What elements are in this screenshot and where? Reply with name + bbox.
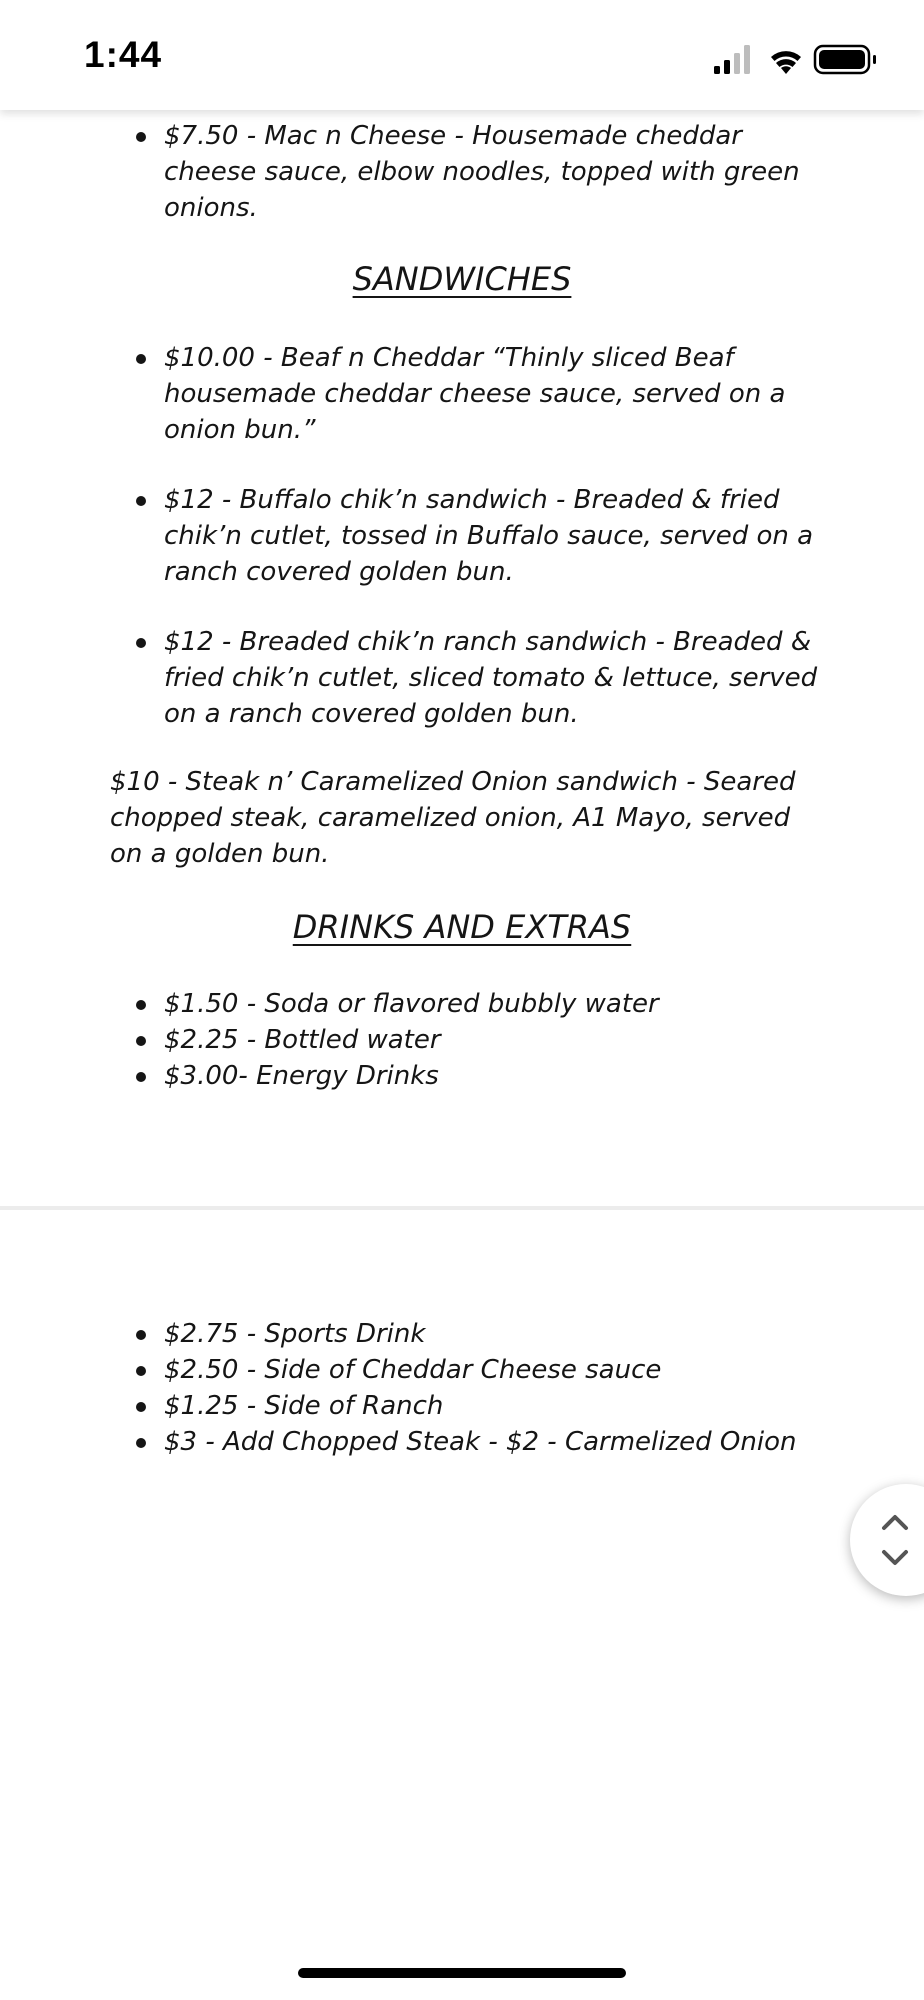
bullet [136,1366,146,1376]
bullet [136,1402,146,1412]
sandwiches-list [0,340,924,732]
menu-item-text: $12 - Buffalo chik’n sandwich - Breaded & fried chik’n cutlet, tossed in Buffalo sauce, served on a ranch covered golden bun. [164,485,814,587]
list-item [0,340,924,448]
bullet [136,638,146,648]
bullet [136,132,146,142]
list-item [0,1352,924,1388]
list-item [0,1388,924,1424]
menu-item-text: $3.00- Energy Drinks [164,1061,439,1091]
menu-paragraph: $10 - Steak n’ Caramelized Onion sandwich - Seared chopped steak, caramelized onion, A1 Mayo, served on a golden bun. [110,767,796,869]
page-divider [0,1206,924,1210]
menu-item-text: $10.00 - Beaf n Cheddar “Thinly sliced Beaf housemade cheddar cheese sauce, served on a onion bun.” [164,343,786,445]
bullet [136,496,146,506]
drinks-list [0,986,924,1094]
list-item [0,1316,924,1352]
bullet [136,1330,146,1340]
bullet [136,1438,146,1448]
menu-item-text: $2.25 - Bottled water [164,1025,441,1055]
bullet [136,1072,146,1082]
menu-item-text: $3 - Add Chopped Steak - $2 - Carmelized Onion [164,1427,797,1457]
status-time: 1:44 [84,34,163,75]
menu-item-text: $12 - Breaded chik’n ranch sandwich - Breaded & fried chik’n cutlet, sliced tomato & lettuce, served on a ranch covered golden bun. [164,627,818,729]
menu-item-text: $1.50 - Soda or flavored bubbly water [164,989,659,1019]
extras-list [0,1316,924,1460]
scroll-control[interactable] [850,1484,924,1596]
list-item [0,624,924,732]
list-item [0,1022,924,1058]
cellular-signal-icon [714,45,750,74]
bullet [136,1036,146,1046]
list-item [0,1058,924,1094]
menu-item-text: $1.25 - Side of Ranch [164,1391,444,1421]
home-indicator[interactable] [298,1968,626,1978]
section-heading-drinks: DRINKS AND EXTRAS [292,908,632,946]
menu-item-text: $2.50 - Side of Cheddar Cheese sauce [164,1355,662,1385]
status-icons [712,40,882,80]
list-item [0,986,924,1022]
sides-list [0,118,924,226]
bullet [136,1000,146,1010]
wifi-icon [771,51,801,74]
bullet [136,354,146,364]
section-heading-sandwiches: SANDWICHES [352,260,572,298]
list-item [0,1424,924,1460]
menu-item-text: $7.50 - Mac n Cheese - Housemade cheddar cheese sauce, elbow noodles, topped with green onions. [164,121,800,223]
list-item [0,118,924,226]
chevron-down-icon[interactable] [880,1546,910,1570]
battery-icon [815,46,876,73]
status-bar [0,0,924,110]
list-item [0,482,924,590]
menu-item-text: $2.75 - Sports Drink [164,1319,426,1349]
chevron-up-icon[interactable] [880,1510,910,1534]
